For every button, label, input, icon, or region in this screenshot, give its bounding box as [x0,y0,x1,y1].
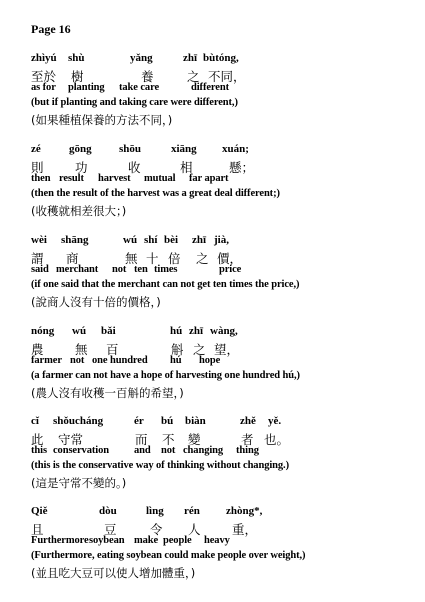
pinyin-word: zé [31,143,41,155]
hanzi-word: 功 [75,160,88,175]
stanza-6 [31,505,421,580]
gloss-word: conservation [53,445,109,456]
pinyin-line [31,325,421,340]
pinyin-word: hú [170,325,183,337]
hanzi-word: 十 [146,251,159,266]
pinyin-word: shǒucháng [53,415,104,427]
pinyin-word: zhòng*, [226,505,263,517]
pinyin-word: dòu [99,505,117,517]
hanzi-word: 不 [162,432,175,447]
stanza-2 [31,143,421,218]
gloss-word: mutual [144,173,176,184]
hanzi-word: 樹 [71,69,84,84]
hanzi-word: 之 [196,251,209,266]
stanza-1 [31,52,421,127]
gloss-word: people [163,535,192,546]
pinyin-word: gōng [69,143,92,155]
translation-line: (but if planting and taking care were different,) [31,97,238,108]
hanzi-word: 此 [31,432,44,447]
hanzi-word: 守常 [58,432,84,447]
pinyin-word: bǎi [101,325,116,337]
translation-line: (then the result of the harvest was a great deal different;) [31,188,280,199]
pinyin-word: zhě [240,415,256,427]
gloss-line [31,173,421,188]
gloss-word: far apart [189,173,229,184]
pinyin-line [31,143,421,158]
gloss-word: changing [183,445,224,456]
pinyin-word: shù [68,52,85,64]
hanzi-word: 無 [125,251,138,266]
pinyin-line [31,415,421,430]
pinyin-word: yě. [268,415,282,427]
gloss-word: price [219,264,242,275]
pinyin-word: xiāng [171,143,197,155]
gloss-word: Furthermore [31,535,89,546]
hanzi-word: 重， [232,522,258,537]
hanzi-word: 也。 [264,432,290,447]
translation-line: (this is the conservative way of thinking without changing.) [31,460,289,471]
hanzi-word: 不同， [208,69,246,84]
hanzi-word: 農 [31,342,44,357]
pinyin-word: wú [123,234,138,246]
gloss-word: make [134,535,159,546]
gloss-word: farmer [31,355,62,366]
hanzi-word: 豆 [104,522,117,537]
pinyin-word: wàng, [210,325,238,337]
gloss-line [31,355,421,370]
hanzi-word: 之 [187,69,200,84]
pinyin-line [31,234,421,249]
gloss-word: soybean [89,535,125,546]
chinese-note-line: (並且吃大豆可以使人增加體重，) [31,566,196,580]
hanzi-word: 斛 [171,342,184,357]
chinese-note-line: (說商人沒有十倍的價格，) [31,295,161,309]
hanzi-word: 則 [31,160,44,175]
translation-line: (Furthermore, eating soybean could make people over weight,) [31,550,306,561]
gloss-word: different [191,82,229,93]
pinyin-word: zhī [183,52,198,64]
stanza-3 [31,234,421,309]
gloss-line [31,535,421,550]
hanzi-word: 令 [150,522,163,537]
gloss-word: this [31,445,47,456]
pinyin-word: wú [72,325,87,337]
pinyin-word: biàn [185,415,206,427]
gloss-word: not [70,355,85,366]
pinyin-word: zhìyú [31,52,57,64]
hanzi-word: 養 [141,69,154,84]
gloss-word: one hundred [92,355,148,366]
pinyin-word: shōu [119,143,142,155]
hanzi-line [31,67,421,82]
gloss-word: then [31,173,51,184]
hanzi-word: 謂 [31,251,44,266]
gloss-word: and [134,445,151,456]
hanzi-line [31,249,421,264]
pinyin-line [31,505,421,520]
stanza-5 [31,415,421,490]
gloss-word: take care [119,82,160,93]
pinyin-word: jià, [214,234,229,246]
page-number: Page 16 [31,22,71,36]
hanzi-word: 倍 [168,251,181,266]
gloss-word: thing [236,445,259,456]
pinyin-word: yǎng [130,52,153,64]
gloss-word: said [31,264,49,275]
gloss-line [31,264,421,279]
pinyin-word: bú [161,415,174,427]
chinese-note-line: (如果種植保養的方法不同，) [31,113,173,127]
pinyin-line [31,52,421,67]
gloss-word: harvest [98,173,131,184]
pinyin-word: cǐ [31,415,39,427]
gloss-line [31,82,421,97]
gloss-word: not [112,264,127,275]
pinyin-word: ér [134,415,144,427]
gloss-word: merchant [56,264,99,275]
hanzi-word: 商 [66,251,79,266]
pinyin-word: bèi [164,234,179,246]
pinyin-word: rén [184,505,200,517]
hanzi-line [31,430,421,445]
stanza-4 [31,325,421,400]
hanzi-word: 相 [180,160,193,175]
chinese-note-line: (收穫就相差很大；) [31,204,127,218]
gloss-word: result [59,173,84,184]
translation-line: (a farmer can not have a hope of harvesting one hundred hú,) [31,370,300,381]
gloss-word: not [161,445,176,456]
pinyin-word: nóng [31,325,55,337]
gloss-word: hope [199,355,221,366]
translation-line: (if one said that the merchant can not get ten times the price,) [31,279,300,290]
hanzi-word: 百 [106,342,119,357]
hanzi-word: 變 [188,432,201,447]
pinyin-word: zhī [189,325,204,337]
chinese-note-line: (這是守常不變的。) [31,476,127,490]
pinyin-word: wèi [31,234,47,246]
pinyin-word: bùtóng, [203,52,239,64]
hanzi-word: 者 [241,432,254,447]
hanzi-word: 收 [128,160,141,175]
pinyin-word: lìng [146,505,164,517]
pinyin-word: Qiě [31,505,48,517]
gloss-word: as for [31,82,56,93]
hanzi-line [31,340,421,355]
hanzi-word: 懸； [229,160,255,175]
pinyin-word: shāng [61,234,89,246]
chinese-note-line: (農人沒有收穫一百斛的希望，) [31,386,184,400]
hanzi-word: 望， [214,342,240,357]
hanzi-word: 而 [135,432,148,447]
gloss-line [31,445,421,460]
pinyin-word: shí [144,234,158,246]
hanzi-word: 至於 [31,69,57,84]
hanzi-word: 價， [217,251,243,266]
hanzi-line [31,158,421,173]
hanzi-word: 人 [188,522,201,537]
pinyin-word: zhī [192,234,207,246]
gloss-word: times [154,264,178,275]
gloss-word: planting [68,82,105,93]
hanzi-word: 無 [75,342,88,357]
hanzi-word: 之 [193,342,206,357]
gloss-word: heavy [204,535,230,546]
gloss-word: ten [134,264,148,275]
hanzi-line [31,520,421,535]
gloss-word: hú [170,355,182,366]
hanzi-word: 且 [31,522,44,537]
pinyin-word: xuán; [222,143,249,155]
